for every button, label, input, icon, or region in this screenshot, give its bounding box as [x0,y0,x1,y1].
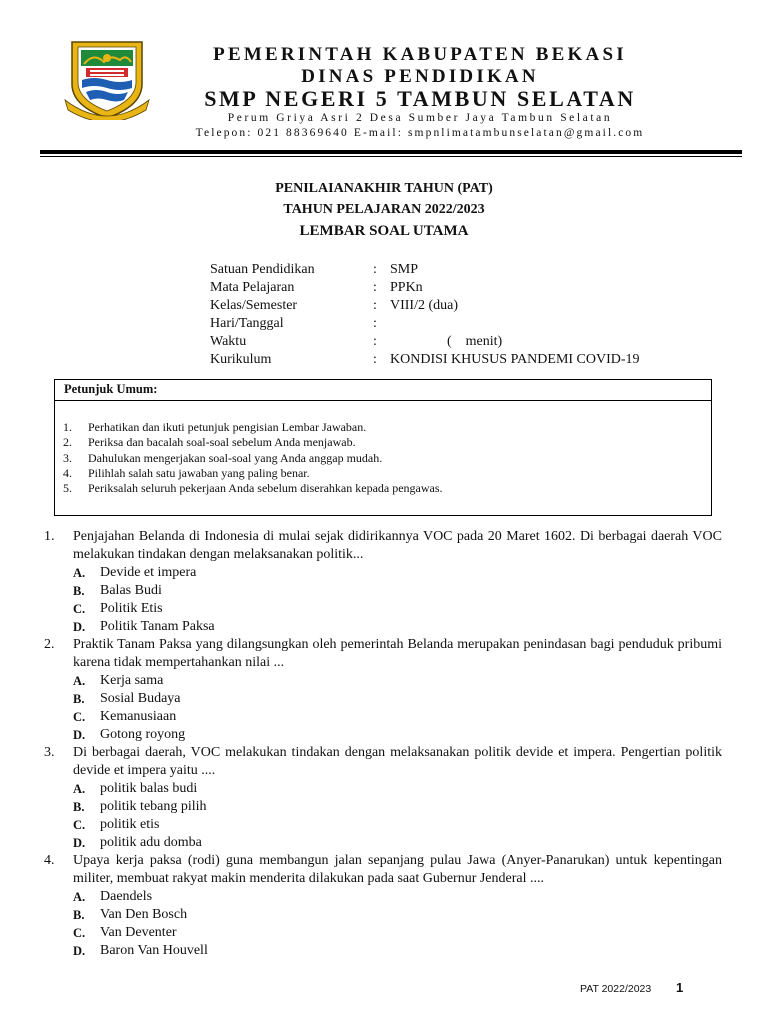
exam-title: PENILAIANAKHIR TAHUN (PAT) [275,181,493,196]
info-colon: : [373,352,377,367]
info-label: Mata Pelajaran [210,280,295,295]
question-number: 2. [44,637,55,652]
option-text: Kemanusiaan [100,709,177,724]
info-label: Satuan Pendidikan [210,262,315,277]
option-text: Balas Budi [100,583,162,598]
header-department: DINAS PENDIDIKAN [301,66,539,87]
option-letter: A. [73,674,86,688]
info-row-hari [210,315,640,333]
info-colon: : [373,316,377,331]
option-text: Gotong royong [100,727,186,742]
instruction-number: 2. [63,435,72,450]
option-text: Van Deventer [100,925,177,940]
option-text: Daendels [100,889,153,904]
option-letter: C. [73,710,86,724]
instruction-text: Periksalah seluruh pekerjaan Anda sebelum diserahkan kepada pengawas. [88,481,443,496]
question-text: Upaya kerja paksa (rodi) guna membangun jalan sepanjang pulau Jawa (Anyer-Panarukan) untuk kepentingan militer, membuat rakyat makin menderita dilakukan pada saat Gubernur Jenderal .... [73,853,722,886]
instruction-text: Perhatikan dan ikuti petunjuk pengisian Lembar Jawaban. [88,420,367,434]
info-row-kurikulum [210,351,640,369]
question-text: Penjajahan Belanda di Indonesia di mulai sejak didirikannya VOC pada 20 Maret 1602. Di berbagai daerah VOC melakukan tindakan dengan melaksanakan politik... [73,529,722,562]
info-value: VIII/2 (dua) [390,298,459,313]
header-school-name: SMP NEGERI 5 TAMBUN SELATAN [204,86,636,111]
option-b[interactable] [73,798,722,816]
instructions-heading: Petunjuk Umum: [55,380,711,401]
option-c[interactable] [73,816,722,834]
header-divider-thick [40,150,742,154]
option-text: Devide et impera [100,565,197,580]
question-body [73,636,722,744]
info-row-kelas [210,297,640,315]
option-c[interactable] [73,708,722,726]
header-government: PEMERINTAH KABUPATEN BEKASI [213,44,627,65]
info-colon: : [373,262,377,277]
instruction-item [63,481,443,496]
option-text: politik tebang pilih [100,799,207,814]
footer-label: PAT 2022/2023 [580,983,652,995]
question-list [44,528,722,960]
instruction-number: 4. [63,465,72,480]
instruction-number: 3. [63,450,72,465]
info-label: Hari/Tanggal [210,316,284,331]
option-d[interactable] [73,726,722,744]
option-text: Politik Tanam Paksa [100,619,215,634]
instruction-text: Pilihlah salah satu jawaban yang paling benar. [88,465,310,480]
question-4 [44,852,722,960]
option-text: Sosial Budaya [100,691,181,706]
instruction-item [63,435,443,450]
option-c[interactable] [73,924,722,942]
option-text: Politik Etis [100,601,163,616]
info-colon: : [373,280,377,295]
instruction-item [63,420,443,435]
question-body [73,852,722,960]
info-value: PPKn [390,280,423,295]
info-label: Kelas/Semester [210,298,298,313]
instruction-text: Dahulukan mengerjakan soal-soal yang Anda anggap mudah. [88,450,383,465]
kabupaten-bekasi-logo [64,40,150,120]
instruction-item [63,451,443,466]
option-letter: D. [73,728,86,742]
question-3 [44,744,722,852]
waktu-unit: menit) [465,334,503,349]
info-value [390,333,502,351]
option-text: politik etis [100,817,160,832]
sheet-title: LEMBAR SOAL UTAMA [299,223,469,239]
option-letter: B. [73,584,85,598]
question-number: 1. [44,529,55,544]
instruction-item [63,466,443,481]
option-a[interactable] [73,888,722,906]
option-letter: C. [73,926,86,940]
academic-year: TAHUN PELAJARAN 2022/2023 [283,202,485,217]
header-address: Perum Griya Asri 2 Desa Sumber Jaya Tambun Selatan [227,112,613,124]
info-row-satuan [210,261,640,279]
option-letter: B. [73,800,85,814]
question-2 [44,636,722,744]
info-value: SMP [390,262,419,277]
waktu-open-paren: ( [447,334,452,349]
option-letter: B. [73,692,85,706]
option-letter: A. [73,890,86,904]
option-letter: C. [73,602,86,616]
instruction-number: 5. [63,481,72,496]
option-letter: B. [73,908,85,922]
page-number: 1 [676,980,684,995]
option-c[interactable] [73,600,722,618]
question-body [73,528,722,636]
info-label: Waktu [210,334,247,349]
instruction-number: 1. [63,420,72,434]
info-label: Kurikulum [210,352,272,367]
question-text: Praktik Tanam Paksa yang dilangsungkan oleh pemerintah Belanda merupakan penindasan bagi penduduk pribumi karena tidak mempertahankan nilai ... [73,637,722,670]
exam-info-table [210,261,640,369]
option-letter: C. [73,818,86,832]
option-b[interactable] [73,906,722,924]
option-text: Baron Van Houvell [100,943,208,958]
option-letter: D. [73,620,86,634]
option-letter: D. [73,836,86,850]
instructions-list [63,420,443,496]
option-b[interactable] [73,582,722,600]
option-text: Kerja sama [100,673,164,688]
question-number: 3. [44,745,55,760]
question-1 [44,528,722,636]
option-d[interactable] [73,942,722,960]
option-letter: D. [73,944,86,958]
option-a[interactable] [73,564,722,582]
header-contact: Telepon: 021 88369640 E-mail: smpnlimatambunselatan@gmail.com [195,127,645,139]
option-a[interactable] [73,672,722,690]
option-d[interactable] [73,618,722,636]
question-number: 4. [44,853,55,868]
option-text: politik balas budi [100,781,198,796]
question-body [73,744,722,852]
question-text: Di berbagai daerah, VOC melakukan tindakan dengan melaksanakan politik devide et impera. Pengertian politik devide et impera yaitu .... [73,745,722,778]
option-letter: A. [73,566,86,580]
info-value: KONDISI KHUSUS PANDEMI COVID-19 [390,352,640,367]
info-colon: : [373,334,377,349]
info-row-waktu [210,333,640,351]
instruction-text: Periksa dan bacalah soal-soal sebelum Anda menjawab. [88,435,356,450]
option-letter: A. [73,782,86,796]
option-text: politik adu domba [100,835,202,850]
info-row-mapel [210,279,640,297]
info-colon: : [373,298,377,313]
option-b[interactable] [73,690,722,708]
option-a[interactable] [73,780,722,798]
general-instructions-box [54,379,712,516]
option-d[interactable] [73,834,722,852]
header-divider-thin [40,156,742,157]
option-text: Van Den Bosch [100,907,188,922]
